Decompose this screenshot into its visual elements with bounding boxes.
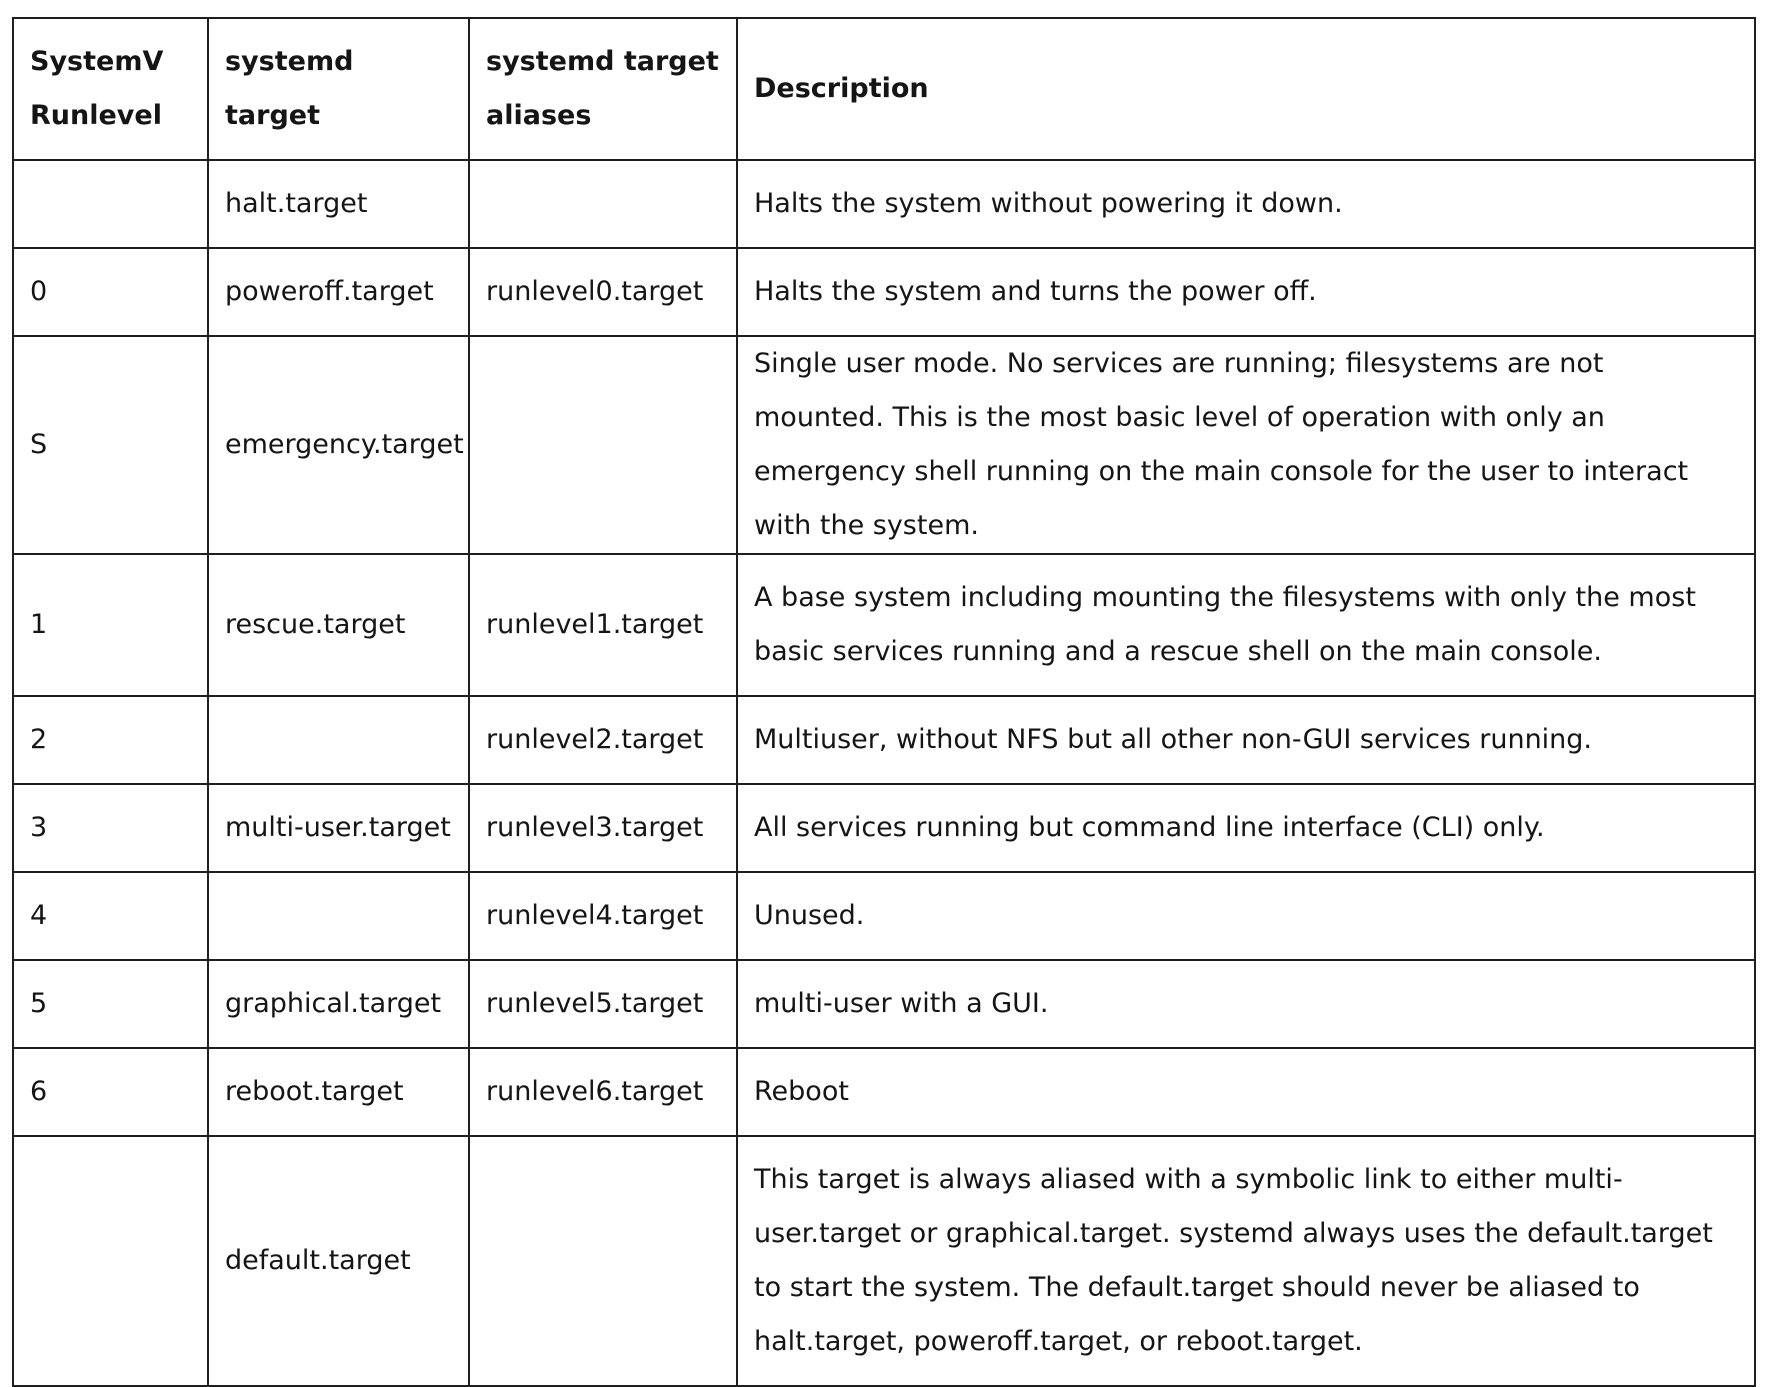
cell-description: multi-user with a GUI.: [737, 960, 1755, 1048]
cell-aliases: runlevel0.target: [469, 248, 737, 336]
cell-description: Halts the system without powering it down.: [737, 160, 1755, 248]
table-row: [13, 960, 1755, 1048]
table-row: [13, 872, 1755, 960]
cell-aliases: runlevel4.target: [469, 872, 737, 960]
table-header-row: [13, 18, 1755, 160]
cell-runlevel: S: [13, 336, 208, 554]
cell-runlevel: 5: [13, 960, 208, 1048]
cell-target: [208, 872, 469, 960]
cell-target: multi-user.target: [208, 784, 469, 872]
table-row: [13, 554, 1755, 696]
header-systemd-target: systemd target: [208, 18, 469, 160]
cell-description: This target is always aliased with a symbolic link to either multi-user.target or graphical.target. systemd always uses the default.target to start the system. The default.target should never be aliased to halt.target, poweroff.target, or reboot.target.: [737, 1136, 1755, 1386]
header-systemd-target-aliases: systemd target aliases: [469, 18, 737, 160]
cell-target: halt.target: [208, 160, 469, 248]
cell-aliases: [469, 336, 737, 554]
cell-description: All services running but command line interface (CLI) only.: [737, 784, 1755, 872]
cell-aliases: [469, 1136, 737, 1386]
table-row: [13, 1048, 1755, 1136]
runlevel-target-table: [12, 17, 1756, 1387]
table-row: [13, 248, 1755, 336]
cell-target: poweroff.target: [208, 248, 469, 336]
cell-runlevel: [13, 160, 208, 248]
cell-runlevel: 1: [13, 554, 208, 696]
cell-target: reboot.target: [208, 1048, 469, 1136]
cell-description: Multiuser, without NFS but all other non-GUI services running.: [737, 696, 1755, 784]
header-description: Description: [737, 18, 1755, 160]
cell-description: Halts the system and turns the power off.: [737, 248, 1755, 336]
cell-target: [208, 696, 469, 784]
cell-description: Single user mode. No services are running; filesystems are not mounted. This is the most basic level of operation with only an emergency shell running on the main console for the user to interact with the system.: [737, 336, 1755, 554]
header-systemv-runlevel: SystemV Runlevel: [13, 18, 208, 160]
cell-aliases: runlevel5.target: [469, 960, 737, 1048]
cell-target: default.target: [208, 1136, 469, 1386]
cell-aliases: runlevel1.target: [469, 554, 737, 696]
cell-description: Unused.: [737, 872, 1755, 960]
table-row: [13, 336, 1755, 554]
table-row: [13, 160, 1755, 248]
cell-description: Reboot: [737, 1048, 1755, 1136]
cell-runlevel: 2: [13, 696, 208, 784]
cell-aliases: [469, 160, 737, 248]
cell-target: rescue.target: [208, 554, 469, 696]
cell-aliases: runlevel2.target: [469, 696, 737, 784]
cell-runlevel: 4: [13, 872, 208, 960]
cell-description: A base system including mounting the filesystems with only the most basic services running and a rescue shell on the main console.: [737, 554, 1755, 696]
cell-runlevel: [13, 1136, 208, 1386]
table-row: [13, 1136, 1755, 1386]
cell-runlevel: 3: [13, 784, 208, 872]
cell-runlevel: 0: [13, 248, 208, 336]
cell-runlevel: 6: [13, 1048, 208, 1136]
table-row: [13, 696, 1755, 784]
cell-aliases: runlevel6.target: [469, 1048, 737, 1136]
cell-aliases: runlevel3.target: [469, 784, 737, 872]
table-row: [13, 784, 1755, 872]
cell-target: graphical.target: [208, 960, 469, 1048]
cell-target: emergency.target: [208, 336, 469, 554]
